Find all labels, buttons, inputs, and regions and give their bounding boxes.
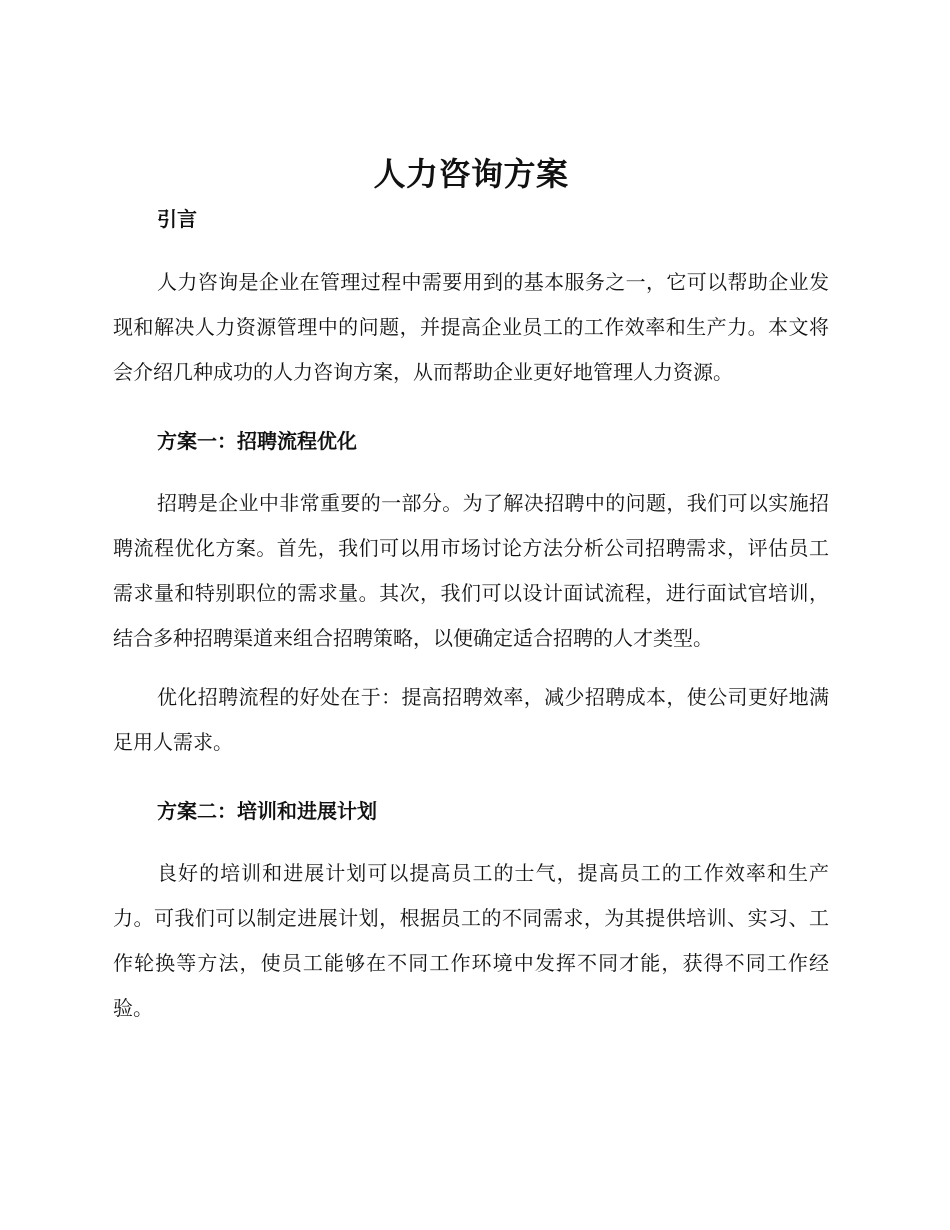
section-heading-plan-two: 方案二：培训和进展计划 (157, 799, 377, 823)
section-heading-plan-one: 方案一：招聘流程优化 (157, 429, 357, 453)
paragraph-plan-two-1: 良好的培训和进展计划可以提高员工的士气，提高员工的工作效率和生产力。可我们可以制定进展计划，根据员工的不同需求，为其提供培训、实习、工作轮换等方法，使员工能够在不同工作环境中发挥不同才能，获得不同工作经验。 (113, 861, 829, 1020)
paragraph-intro: 人力咨询是企业在管理过程中需要用到的基本服务之一，它可以帮助企业发现和解决人力资源管理中的问题，并提高企业员工的工作效率和生产力。本文将会介绍几种成功的人力咨询方案，从而帮助企业更好地管理人力资源。 (113, 270, 829, 384)
paragraph-plan-one-1: 招聘是企业中非常重要的一部分。为了解决招聘中的问题，我们可以实施招聘流程优化方案。首先，我们可以用市场讨论方法分析公司招聘需求，评估员工需求量和特别职位的需求量。其次，我们可以设计面试流程，进行面试官培训，结合多种招聘渠道来组合招聘策略，以便确定适合招聘的人才类型。 (113, 491, 829, 650)
section-heading-intro: 引言 (157, 207, 197, 231)
document-title: 人力咨询方案 (373, 155, 569, 193)
paragraph-plan-one-2: 优化招聘流程的好处在于：提高招聘效率，减少招聘成本，使公司更好地满足用人需求。 (113, 685, 829, 754)
